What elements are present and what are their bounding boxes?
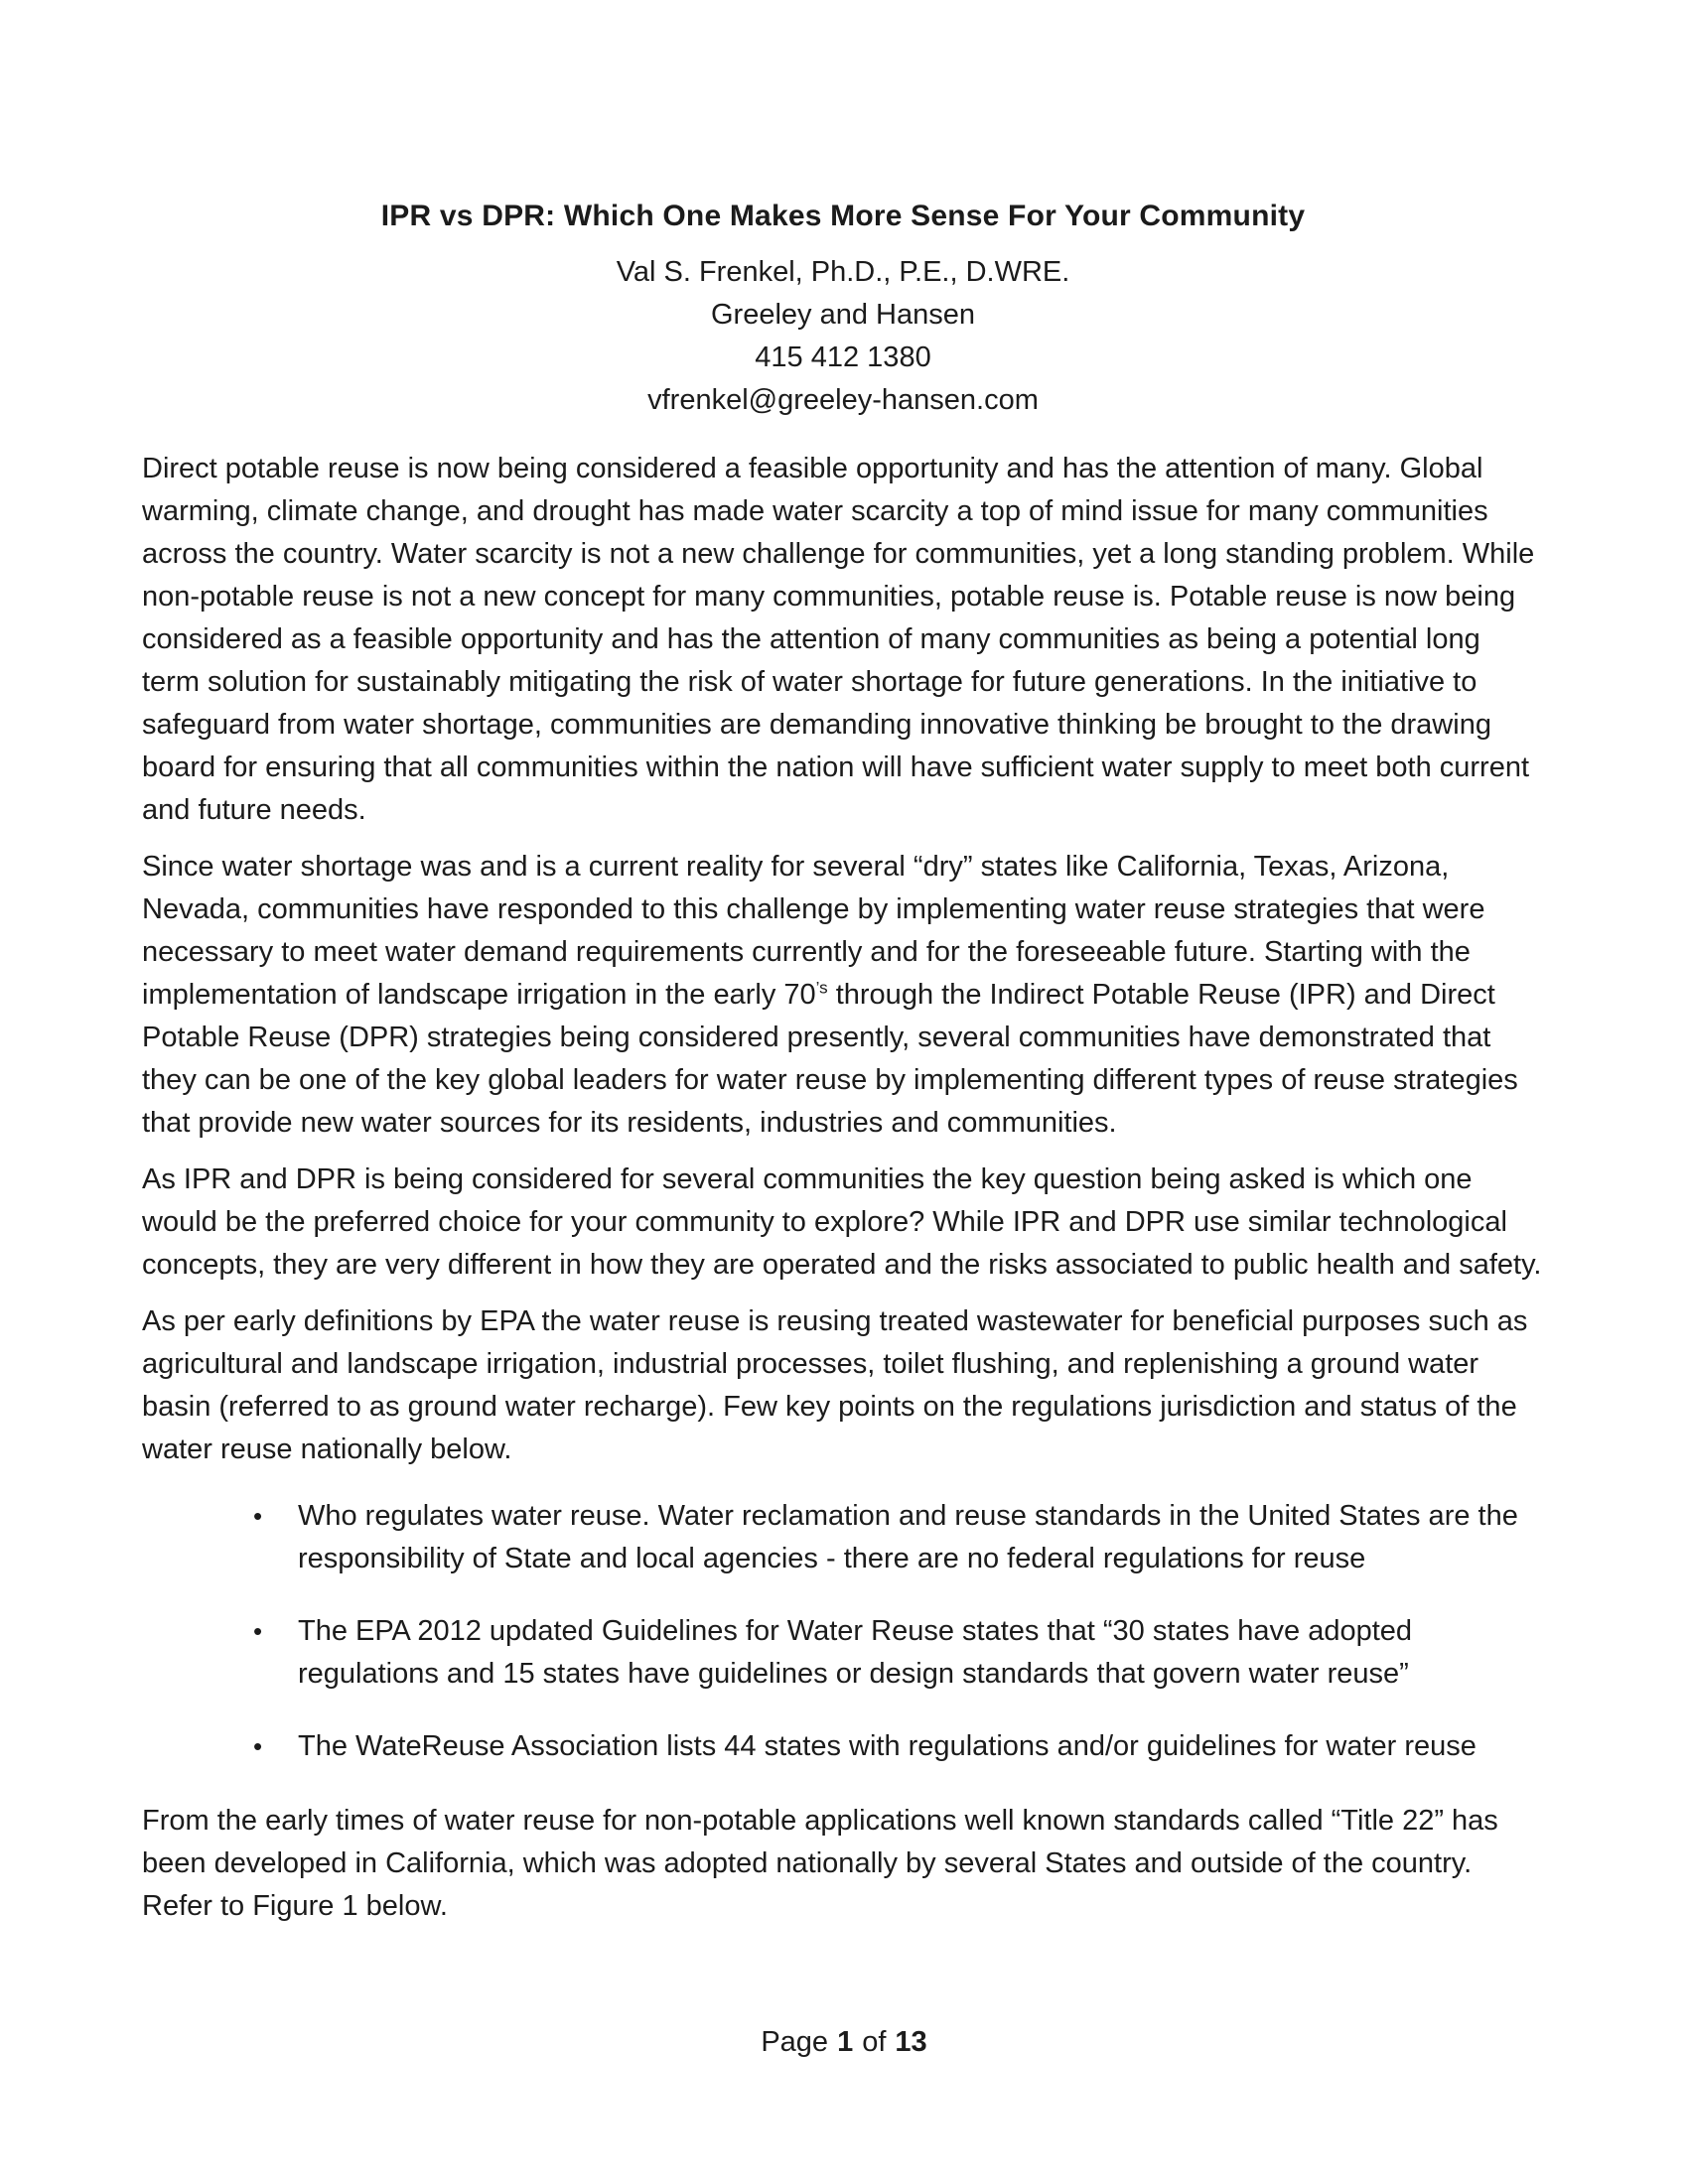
bullet-marker: • (253, 1731, 263, 1761)
bullet-text-watereuse-association: The WateReuse Association lists 44 states with regulations and/or guidelines for water reuse (298, 1730, 1477, 1762)
bullet-text-who-regulates: Who regulates water reuse. Water reclamation and reuse standards in the United States are the responsibility of State and local agencies - there are no federal regulations for reuse (298, 1500, 1518, 1574)
footer-page-number: 1 (837, 2026, 854, 2058)
paragraph-water-shortage-text-continued: through the Indirect Potable Reuse (IPR) and Direct Potable Reuse (DPR) strategies being considered presently, several communities have demonstrated that they can be one of the key global leaders for water reuse by implementing different types of reuse strategies that provide new water sources for its residents, industries and communities. (142, 979, 1518, 1139)
bullet-text-epa-guidelines: The EPA 2012 updated Guidelines for Water Reuse states that “30 states have adopted regulations and 15 states have guidelines or design standards that govern water reuse” (298, 1615, 1413, 1690)
bullet-item-who-regulates (142, 1495, 1544, 1580)
author-affiliation: Greeley and Hansen (711, 299, 975, 331)
author-phone: 415 412 1380 (755, 341, 931, 373)
bullet-marker: • (253, 1501, 263, 1531)
footer-total-pages: 13 (895, 2026, 927, 2058)
superscript-70s: ’s (815, 978, 828, 998)
paragraph-title-22: From the early times of water reuse for non-potable applications well known standards called “Title 22” has been developed in California, which was adopted nationally by several States and outside of the country. Refer to Figure 1 below. (142, 1805, 1498, 1922)
footer-label-of: of (862, 2026, 887, 2058)
paragraph-water-shortage-text: Since water shortage was and is a current reality for several “dry” states like California, Texas, Arizona, Nevada, communities have responded to this challenge by implementing water reuse strategies that were necessary to meet water demand requirements currently and for the foreseeable future. Starting with the implementation of landscape irrigation in the early 70 (142, 851, 1485, 1011)
bullet-item-watereuse-association (142, 1725, 1544, 1768)
document-title: IPR vs DPR: Which One Makes More Sense For Your Community (380, 200, 1306, 232)
paragraph-intro: Direct potable reuse is now being considered a feasible opportunity and has the attention of many. Global warming, climate change, and drought has made water scarcity a top of mind issue for many communities across the country. Water scarcity is not a new challenge for communities, yet a long standing problem. While non-potable reuse is not a new concept for many communities, potable reuse is. Potable reuse is now being considered as a feasible opportunity and has the attention of many communities as being a potential long term solution for sustainably mitigating the risk of water shortage for future generations. In the initiative to safeguard from water shortage, communities are demanding innovative thinking be brought to the drawing board for ensuring that all communities within the nation will have sufficient water supply to meet both current and future needs. (142, 453, 1535, 826)
bullet-marker: • (253, 1616, 263, 1646)
author-email: vfrenkel@greeley-hansen.com (647, 384, 1039, 416)
footer-label-page: Page (761, 2026, 829, 2058)
bullet-list (142, 1495, 1544, 1768)
paragraph-water-shortage (142, 846, 1544, 1145)
paragraph-ipr-dpr-question: As IPR and DPR is being considered for several communities the key question being asked is which one would be the preferred choice for your community to explore? While IPR and DPR use similar technological concepts, they are very different in how they are operated and the risks associated to public health and safety. (142, 1163, 1542, 1281)
page-footer (0, 2021, 1688, 2064)
paragraph-epa-definitions: As per early definitions by EPA the water reuse is reusing treated wastewater for beneficial purposes such as agricultural and landscape irrigation, industrial processes, toilet flushing, and replenishing a ground water basin (referred to as ground water recharge). Few key points on the regulations jurisdiction and status of the water reuse nationally below. (142, 1305, 1528, 1465)
bullet-item-epa-guidelines (142, 1610, 1544, 1696)
author-name: Val S. Frenkel, Ph.D., P.E., D.WRE. (616, 256, 1070, 288)
author-block (142, 251, 1544, 422)
